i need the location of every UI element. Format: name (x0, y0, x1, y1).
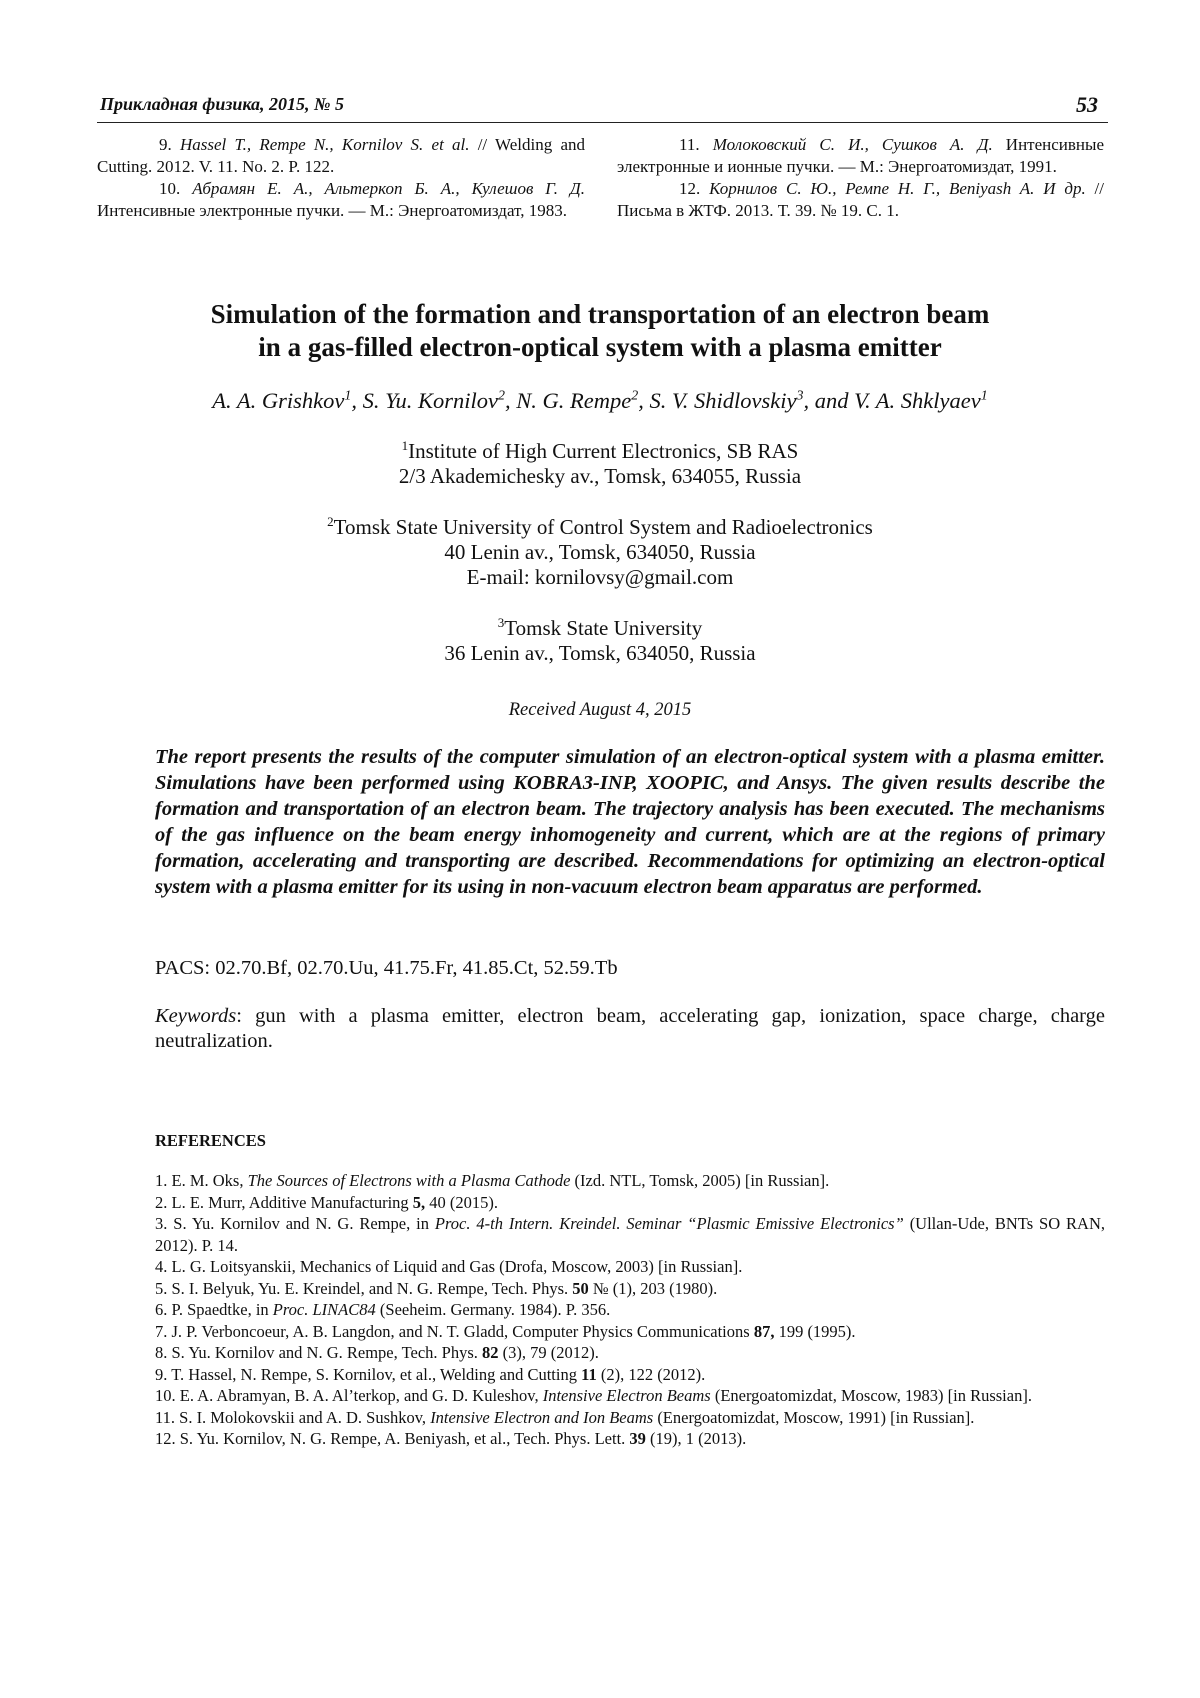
journal-name: Прикладная физика, 2015, № 5 (100, 94, 345, 114)
references-heading: REFERENCES (155, 1131, 266, 1150)
reference-item: 2. L. E. Murr, Additive Manufacturing 5, 40 (2015). (155, 1192, 499, 1212)
affiliation-2: $^2$Tomsk State University of Control System and Radioelectronics 40 Lenin av., Tomsk, 634050, Russia E-mail: kornilovsy@gmail.com (100, 515, 1100, 590)
author-email: E-mail: kornilovsy@gmail.com (466, 565, 734, 589)
prev-reference-12: 12. Корнилов С. Ю., Ремпе Н. Г., Beniyash A. И др. // Письма в ЖТФ. 2013. Т. 39. № 19. С. 1. (617, 179, 1104, 220)
previous-article-references-right (617, 134, 1104, 222)
title-line-2: in a gas-filled electron-optical system with a plasma emitter (258, 332, 942, 362)
reference-item: 6. P. Spaedtke, in Proc. LINAC84 (Seeheim. Germany. 1984). P. 356. (155, 1300, 611, 1319)
reference-item: 3. S. Yu. Kornilov and N. G. Rempe, in Proc. 4-th Intern. Kreindel. Seminar “Plasmic Emissive Electronics” (Ullan-Ude, BNTs SO RAN, 2012). P. 14. (155, 1214, 1105, 1255)
reference-item: 10. E. A. Abramyan, B. A. Al’terkop, and G. D. Kuleshov, Intensive Electron Beams (Energoatomizdat, Moscow, 1983) [in Russian]. (155, 1386, 1032, 1405)
reference-item: 9. T. Hassel, N. Rempe, S. Kornilov, et al., Welding and Cutting 11 (2), 122 (2012). (155, 1364, 706, 1384)
reference-item: 4. L. G. Loitsyanskii, Mechanics of Liquid and Gas (Drofa, Moscow, 2003) [in Russian]. (155, 1257, 743, 1276)
reference-item: 12. S. Yu. Kornilov, N. G. Rempe, A. Beniyash, et al., Tech. Phys. Lett. 39 (19), 1 (2013). (155, 1429, 747, 1448)
received-date: Received August 4, 2015 (508, 700, 692, 720)
affiliation-3: $^3$Tomsk State University 36 Lenin av., Tomsk, 634050, Russia (444, 615, 756, 665)
keywords: Keywords: gun with a plasma emitter, electron beam, accelerating gap, ionization, space charge, charge neutralization. (155, 1005, 1105, 1052)
keywords-label: Keywords (155, 1005, 237, 1027)
prev-reference-11: 11. Молоковский С. И., Сушков А. Д. Интенсивные электронные и ионные пучки. — М.: Энергоатомиздат, 1991. (617, 135, 1104, 176)
reference-list (155, 1170, 1105, 1450)
affiliation-1: $^1$Institute of High Current Electronics, SB RAS 2/3 Akademichesky av., Tomsk, 634055, Russia (398, 438, 802, 488)
title-line-1: Simulation of the formation and transportation of an electron beam (210, 299, 990, 329)
prev-reference-9: 9. Hassel T., Rempe N., Kornilov S. et al. // Welding and Cutting. 2012. V. 11. No. 2. P. 122. (97, 135, 585, 176)
running-header (97, 92, 1108, 123)
previous-article-references-left (97, 134, 585, 222)
article-title (100, 298, 1100, 364)
abstract: The report presents the results of the computer simulation of an electron-optical system with a plasma emitter. Simulations have been performed using KOBRA3-INP, XOOPIC, and Ansys. The given results describe the formation and transportation of an electron beam. The trajectory analysis has been executed. The mechanisms of the gas influence on the beam energy inhomogeneity and current, which are at the regions of primary formation, accelerating and transporting are described. Recommendations for optimizing an electron-optical system with a plasma emitter for its using in non-vacuum electron beam apparatus are performed. (155, 746, 1105, 898)
reference-item: 5. S. I. Belyuk, Yu. E. Kreindel, and N. G. Rempe, Tech. Phys. 50 № (1), 203 (1980). (155, 1278, 718, 1298)
author-list: A. A. Grishkov$^1$, S. Yu. Kornilov$^2$, N. G. Rempe$^2$, S. V. Shidlovskiy$^3$, and V. A. Shklyaev$^1$ (212, 388, 988, 413)
reference-item: 11. S. I. Molokovskii and A. D. Sushkov, Intensive Electron and Ion Beams (Energoatomizdat, Moscow, 1991) [in Russian]. (155, 1407, 975, 1427)
reference-item: 1. E. M. Oks, The Sources of Electrons with a Plasma Cathode (Izd. NTL, Tomsk, 2005) [in Russian]. (155, 1171, 830, 1190)
pacs-codes: PACS: 02.70.Bf, 02.70.Uu, 41.75.Fr, 41.85.Ct, 52.59.Tb (155, 957, 618, 979)
reference-item: 8. S. Yu. Kornilov and N. G. Rempe, Tech. Phys. 82 (3), 79 (2012). (155, 1343, 599, 1362)
prev-reference-10: 10. Абрамян Е. А., Альтеркоп Б. А., Кулешов Г. Д. Интенсивные электронные пучки. — М.: Энергоатомиздат, 1983. (97, 179, 585, 220)
reference-item: 7. J. P. Verboncoeur, A. B. Langdon, and N. T. Gladd, Computer Physics Communications 87, 199 (1995). (155, 1321, 856, 1341)
page-number: 53 (1076, 92, 1098, 117)
